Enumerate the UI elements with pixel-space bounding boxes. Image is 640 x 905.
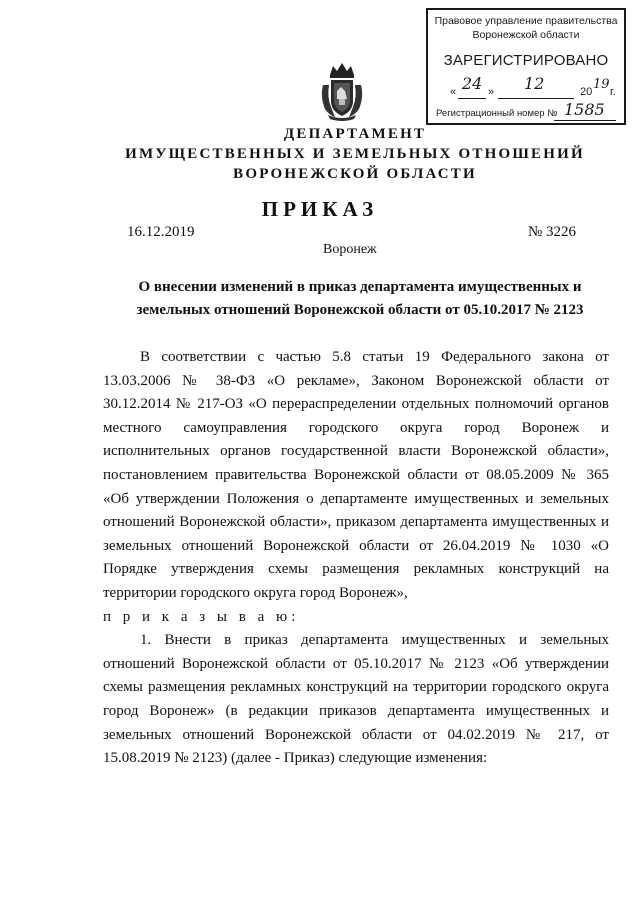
- order-title: ПРИКАЗ: [261, 197, 379, 221]
- order-city: Воронеж: [323, 242, 377, 257]
- stamp-org-line-1: Правовое управление правительства: [434, 15, 618, 27]
- stamp-registered-label: ЗАРЕГИСТРИРОВАНО: [443, 52, 609, 69]
- stamp-org-line-2: Воронежской области: [472, 29, 580, 41]
- stamp-organization: [428, 14, 624, 42]
- stamp-reg-number: [436, 100, 626, 124]
- stamp-day: 24: [462, 74, 483, 93]
- order-subject: [80, 276, 640, 322]
- stamp-year-prefix: 20: [580, 86, 593, 98]
- order-body: [103, 346, 609, 771]
- order-number: № 3226: [528, 224, 577, 240]
- coat-of-arms-icon: [319, 61, 365, 121]
- stamp-reg-number-value: 1585: [564, 100, 605, 119]
- stamp-year: 19: [593, 77, 610, 92]
- item-1-paragraph: 1. Внести в приказ департамента имущественных и земельных отношений Воронежской области от 05.10.2017 № 2123 «Об утверждении схемы размещения рекламных конструкций на территории городского округа город Воронеж» (в редакции приказов департамента имущественных и земельных отношений Воронежской области от 04.02.2019 № 217, от 15.08.2019 № 2123) (далее - Приказ) следующие изменения:: [103, 632, 609, 767]
- subject-line-1: О внесении изменений в приказ департамента имущественных и: [138, 279, 582, 295]
- preamble-paragraph: В соответствии с частью 5.8 статьи 19 Федерального закона от 13.03.2006 № 38-ФЗ «О рекламе», Законом Воронежской области от 30.12.2014 № 217-ОЗ «О перераспределении отдельных полномочий органов местного самоуправления городского округа город Воронеж и исполнительных органов государственной власти Воронежской области», постановлением правительства Воронежской области от 08.05.2009 № 365 «Об утверждении Положения о департаменте имущественных и земельных отношений Воронежской области», приказом департамента имущественных и земельных отношений Воронежской области от 26.04.2019 № 1030 «О Порядке утверждения схемы размещения рекламных конструкций на территории городского округа город Воронеж»,: [103, 349, 609, 601]
- department-name-line-1: ДЕПАРТАМЕНТ: [283, 126, 427, 142]
- order-date: 16.12.2019: [127, 224, 195, 240]
- registration-stamp: [426, 8, 626, 125]
- stamp-reg-number-label: Регистрационный номер №: [436, 108, 558, 119]
- stamp-date: « 24 » 12 20 19 г.: [450, 74, 616, 98]
- prikazyvayu-label: п р и к а з ы в а ю:: [103, 608, 300, 625]
- department-name-line-2: ИМУЩЕСТВЕННЫХ И ЗЕМЕЛЬНЫХ ОТНОШЕНИЙ: [125, 146, 585, 162]
- stamp-month: 12: [524, 74, 545, 93]
- subject-line-2: земельных отношений Воронежской области от 05.10.2017 № 2123: [136, 302, 584, 318]
- department-name-line-3: ВОРОНЕЖСКОЙ ОБЛАСТИ: [233, 166, 477, 182]
